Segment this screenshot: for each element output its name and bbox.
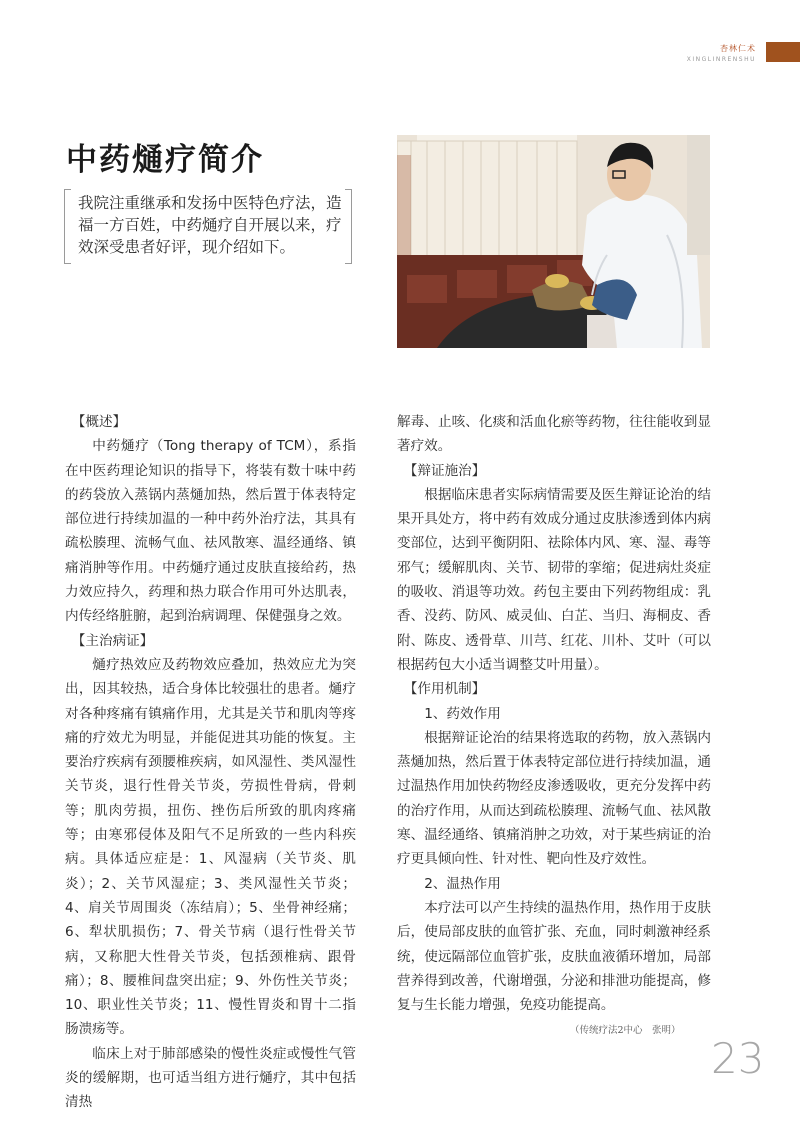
paragraph-clinical: 临床上对于肺部感染的慢性炎症或慢性气管炎的缓解期，也可适当组方进行熥疗，其中包括清热 (65, 1045, 356, 1111)
paragraph-thermal-effect: 本疗法可以产生持续的温热作用，热作用于皮肤后，使局部皮肤的血管扩张、充血，同时刺激神经系统，使远隔部位血管扩张，皮肤血液循环增加，局部营养得到改善，代谢增强，分泌和排泄功能提高，修复与生长能力增强，免疫功能提高。 (397, 899, 711, 1014)
subheading-thermal-effect: 2、温热作用 (424, 875, 501, 892)
paragraph-overview: 中药熥疗（Tong therapy of TCM），系指在中医药理论知识的指导下，将装有数十味中药的药袋放入蒸锅内蒸熥加热，然后置于体表特定部位进行持续加温的一种中药外治疗法，其具有疏松腠理、流畅气血、祛风散寒、温经通络、镇痛消肿等作用。中药熥疗通过皮肤直接给药，热力效应持久，药理和热力联合作用可外达肌表，内传经络脏腑，起到治病调理、保健强身之效。 (65, 438, 356, 625)
page-title: 中药熥疗简介 (66, 142, 264, 178)
page-number: 23 (711, 1034, 765, 1083)
intro-box (64, 189, 352, 264)
paragraph-differentiation: 根据临床患者实际病情需要及医生辩证论治的结果开具处方，将中药有效成分通过皮肤渗透到体内病变部位，达到平衡阴阳、祛除体内风、寒、湿、毒等邪气；缓解肌肉、关节、韧带的挛缩；促进病灶炎症的吸收、消退等功效。药包主要由下列药物组成：乳香、没药、防风、威灵仙、白芷、当归、海桐皮、香附、陈皮、透骨草、川芎、红花、川朴、艾叶（可以根据药包大小适当调整艾叶用量）。 (397, 486, 711, 673)
treatment-photo-illustration (397, 135, 710, 348)
right-column (397, 410, 711, 1017)
paragraph-indications: 熥疗热效应及药物效应叠加，热效应尤为突出，因其较热，适合身体比较强壮的患者。熥疗对各种疼痛有镇痛作用，尤其是关节和肌肉等疼痛的疗效尤为明显，并能促进其功能的恢复。主要治疗疾病有颈腰椎疾病，如风湿性、类风湿性关节炎，退行性骨关节炎，劳损性骨病，骨刺等；肌肉劳损，扭伤、挫伤后所致的肌肉疼痛等；由寒邪侵体及阳气不足所致的一些内科疾病。具体适应症是：1、风湿病（关节炎、肌炎）；2、关节风湿症；3、类风湿性关节炎；4、肩关节周围炎（冻结肩）；5、坐骨神经痛；6、犁状肌损伤；7、骨关节病（退行性骨关节病，又称肥大性骨关节炎，包括颈椎病、跟骨痛）；8、腰椎间盘突出症；9、外伤性关节炎；10、职业性关节炎；11、慢性胃炎和胃十二指肠溃疡等。 (65, 656, 356, 1038)
subheading-drug-effect: 1、药效作用 (424, 705, 501, 722)
left-column (65, 410, 356, 1115)
paragraph-continued: 解毒、止咳、化痰和活血化瘀等药物，往往能收到显著疗效。 (397, 414, 711, 455)
section-heading-differentiation: 【辩证施治】 (403, 462, 486, 479)
header-accent-bar (766, 42, 800, 62)
intro-text: 我院注重继承和发扬中医特色疗法，造福一方百姓，中药熥疗自开展以来，疗效深受患者好评，现介绍如下。 (78, 194, 342, 256)
author-signature: （传统疗法2中心 张明） (570, 1025, 681, 1036)
intro-left-bracket (64, 189, 71, 264)
header-brand-en: XINGLINRENSHU (686, 56, 756, 63)
header-brand: 杏林仁术 (720, 44, 756, 53)
paragraph-drug-effect: 根据辩证论治的结果将选取的药物，放入蒸锅内蒸熥加热，然后置于体表特定部位进行持续加温，通过温热作用加快药物经皮渗透吸收，更充分发挥中药的治疗作用，从而达到疏松腠理、流畅气血、祛风散寒、温经通络、镇痛消肿之功效，对于某些病证的治疗更具倾向性、针对性、靶向性及疗效性。 (397, 729, 711, 868)
section-heading-indications: 【主治病证】 (71, 632, 154, 649)
treatment-photo (397, 135, 710, 348)
section-heading-overview: 【概述】 (71, 414, 127, 430)
section-heading-mechanism: 【作用机制】 (403, 681, 486, 698)
